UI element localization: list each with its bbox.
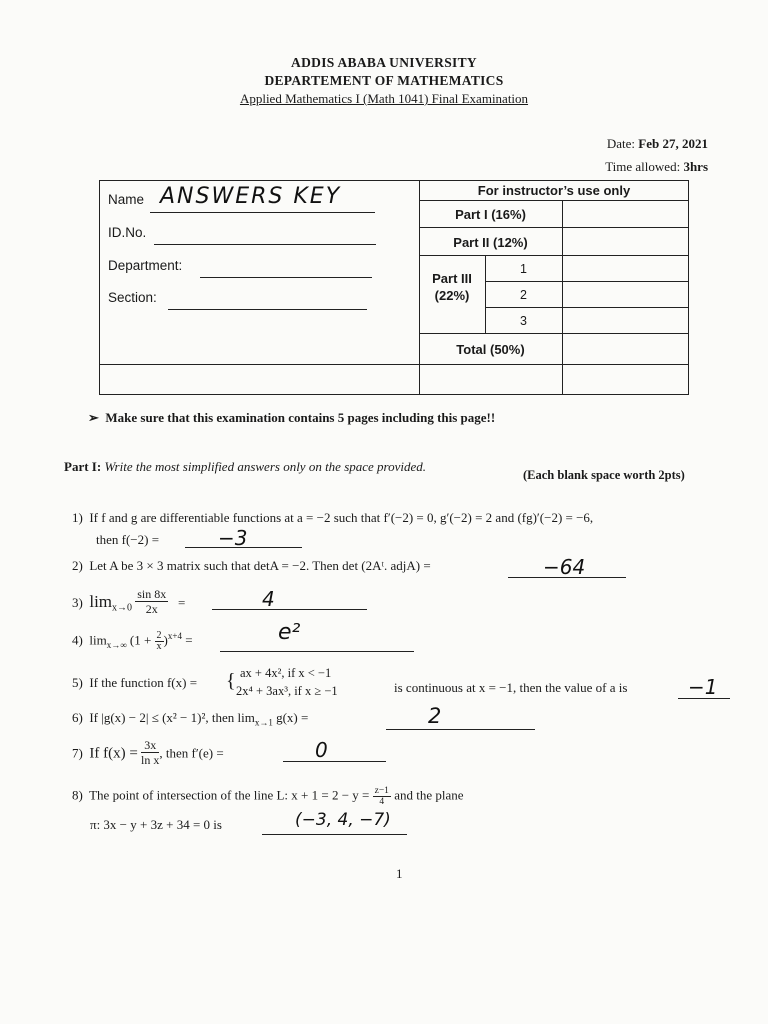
department-label: Department: bbox=[108, 258, 183, 273]
answer-8-field[interactable] bbox=[262, 834, 407, 835]
table-divider bbox=[419, 255, 689, 256]
part3-sub2: 2 bbox=[520, 288, 527, 302]
part3-label: Part III bbox=[432, 271, 472, 286]
part1-points: (Each blank space worth 2pts) bbox=[523, 468, 685, 482]
answer-3: 4 bbox=[262, 587, 275, 611]
answer-7: 0 bbox=[315, 738, 328, 762]
part3-sub1: 1 bbox=[520, 262, 527, 276]
id-label: ID.No. bbox=[108, 225, 147, 240]
table-divider bbox=[419, 227, 689, 228]
id-field[interactable] bbox=[154, 244, 376, 245]
question-8: 8) The point of intersection of the line L: x + 1 = 2 − y = $\frac{z-1}{4}$ and the plane bbox=[72, 786, 464, 807]
answer-2: −64 bbox=[543, 555, 586, 579]
name-value[interactable]: ANSWERS KEY bbox=[160, 184, 342, 209]
table-divider bbox=[99, 364, 689, 365]
question-1-prompt: then f(−2) = bbox=[96, 532, 160, 547]
answer-1: −3 bbox=[218, 526, 248, 550]
question-5-case2: 2x⁴ + 3ax³, if x ≥ −1 bbox=[236, 684, 338, 698]
part2-label: Part II (12%) bbox=[453, 235, 528, 250]
table-divider bbox=[485, 281, 689, 282]
answer-4-field[interactable] bbox=[220, 651, 414, 652]
answer-5: −1 bbox=[688, 675, 718, 699]
question-6: 6) If |g(x) − 2| ≤ (x² − 1)², then $\lim_{x\to 1} g(x)$ = bbox=[72, 710, 309, 728]
answer-4: e² bbox=[278, 620, 301, 645]
part1-heading: Part I: Write the most simplified answers only on the space provided. bbox=[64, 459, 427, 474]
answer-8: (−3, 4, −7) bbox=[295, 810, 391, 830]
page-number: 1 bbox=[396, 866, 403, 881]
answer-6: 2 bbox=[428, 704, 442, 728]
arrow-bullet-icon: ➢ bbox=[88, 410, 99, 425]
answer-6-field[interactable] bbox=[386, 729, 535, 730]
notice: ➢ Make sure that this examination contains 5 pages including this page!! bbox=[88, 410, 496, 425]
instructor-title: For instructor’s use only bbox=[477, 183, 631, 198]
question-2: 2) Let A be 3 × 3 matrix such that detA = −2. Then det (2Aᵗ. adjA) = bbox=[72, 558, 431, 573]
exam-title: Applied Mathematics I (Math 1041) Final Examination bbox=[239, 91, 529, 106]
section-field[interactable] bbox=[168, 309, 367, 310]
department-field[interactable] bbox=[200, 277, 372, 278]
question-8-plane: π: 3x − y + 3z + 34 = 0 is bbox=[90, 817, 222, 832]
part3-weight: (22%) bbox=[434, 288, 470, 303]
table-divider bbox=[419, 200, 689, 201]
department-title: DEPARTEMENT OF MATHEMATICS bbox=[264, 73, 504, 88]
section-label: Section: bbox=[108, 290, 157, 305]
question-4: 4) $\lim_{x\to\infty} (1$ + $\frac{2}{x}$ )$^{x+4}$ = bbox=[72, 630, 193, 652]
part3-sub3: 3 bbox=[520, 314, 527, 328]
table-divider bbox=[485, 307, 689, 308]
question-1: 1) If f and g are differentiable functions at a = −2 such that f′(−2) = 0, g′(−2) = 2 and (fg)′(−2) = −6, bbox=[72, 510, 594, 525]
total-label: Total (50%) bbox=[456, 342, 525, 357]
answer-7-field[interactable] bbox=[283, 761, 386, 762]
exam-date: Date: Feb 27, 2021 bbox=[606, 136, 708, 151]
question-5-case1: ax + 4x², if x < −1 bbox=[240, 666, 332, 680]
name-label: Name bbox=[108, 192, 145, 207]
university-title: ADDIS ABABA UNIVERSITY bbox=[291, 55, 477, 70]
question-5-cont: is continuous at x = −1, then the value of a is bbox=[394, 680, 628, 695]
question-5: 5) If the function f(x) = bbox=[72, 675, 198, 690]
answer-3-field[interactable] bbox=[212, 609, 367, 610]
name-underline bbox=[150, 212, 375, 213]
table-divider bbox=[562, 200, 563, 395]
question-3: 3) $\lim_{x\to 0}$ $\frac{\sin 8x}{2x}$ = bbox=[72, 586, 186, 616]
table-divider bbox=[419, 333, 689, 334]
question-7: 7) If f(x) = $\frac{3x}{\text{ln x}}$ , then f′(e) = bbox=[72, 738, 224, 767]
time-allowed: Time allowed: 3hrs bbox=[605, 159, 708, 174]
part1-label: Part I (16%) bbox=[455, 207, 526, 222]
brace-icon: { bbox=[226, 670, 236, 692]
